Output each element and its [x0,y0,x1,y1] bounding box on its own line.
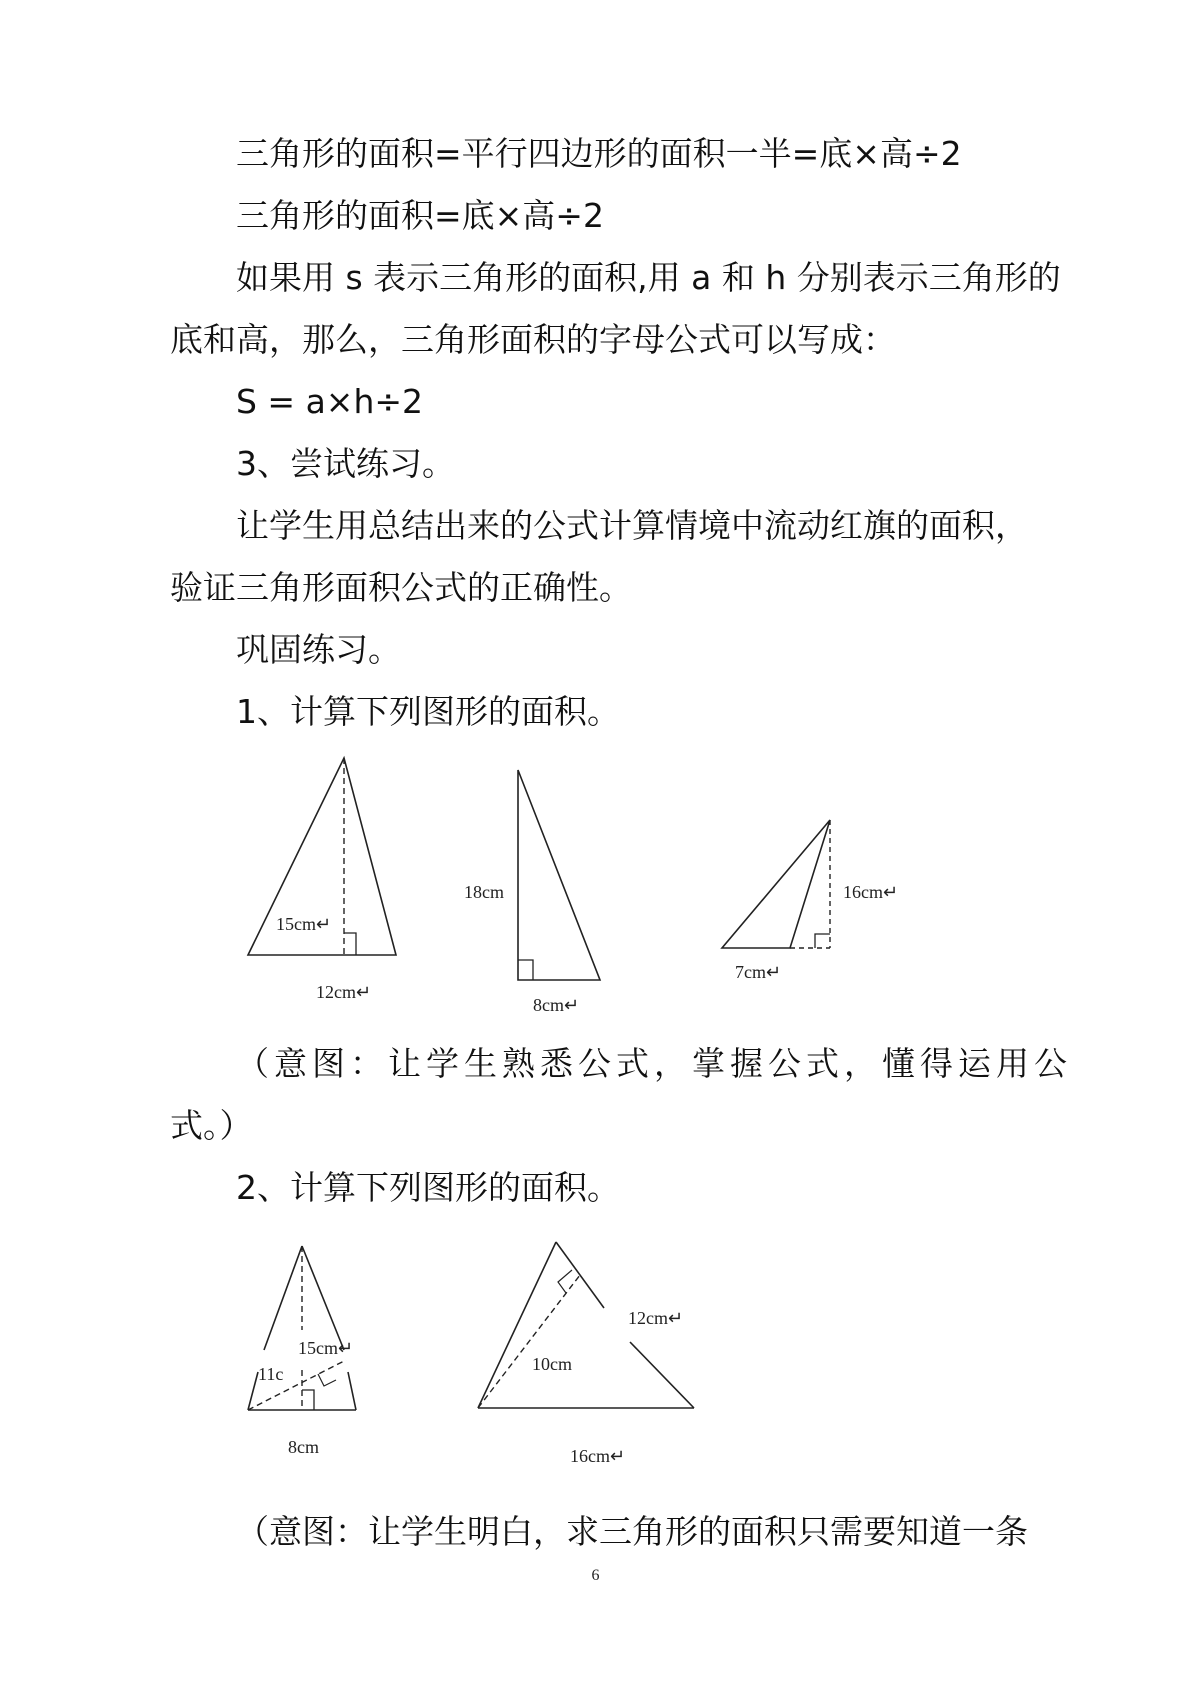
triangle-2 [464,770,600,1015]
paragraph-flag-area-cont: 验证三角形面积公式的正确性。 [170,568,632,607]
paragraph-letter-intro-cont: 底和高，那么，三角形面积的字母公式可以写成： [170,320,896,359]
triangle-3 [722,820,898,982]
paragraph-intent-2: （意图：让学生明白，求三角形的面积只需要知道一条 [236,1512,1028,1551]
tri1-base-label: 12cm↵ [316,982,372,1002]
tri3-height-label: 16cm↵ [843,882,899,902]
exercise-2-figures [0,1220,1191,1480]
exercise-1-title: 1、计算下列图形的面积。 [236,692,620,731]
paragraph-triangle-area-half: 三角形的面积=平行四边形的面积一半=底×高÷2 [236,134,962,173]
exercise-1-figures [0,740,1191,1020]
tri5-height-label: 10cm [532,1354,572,1374]
paragraph-try-practice: 3、尝试练习。 [236,444,455,483]
paragraph-intent-1: （意图：让学生熟悉公式，掌握公式，懂得运用公 [236,1044,1072,1083]
paragraph-consolidation: 巩固练习。 [236,630,401,669]
tri5-base-label: 16cm↵ [570,1446,626,1466]
tri1-height-label: 15cm↵ [276,914,332,934]
paragraph-flag-area: 让学生用总结出来的公式计算情境中流动红旗的面积， [236,506,1028,545]
page-number: 6 [591,1567,600,1584]
triangle-4 [248,1246,356,1457]
exercise-2-title: 2、计算下列图形的面积。 [236,1168,620,1207]
tri3-base-label: 7cm↵ [735,962,782,982]
tri4-height-label: 15cm↵ [298,1338,354,1358]
tri4-side-label: 11c [258,1364,284,1384]
paragraph-letter-intro: 如果用 s 表示三角形的面积,用 a 和 h 分别表示三角形的 [236,258,1061,297]
paragraph-letter-formula: S = a×h÷2 [236,382,424,421]
triangle-1 [248,758,396,1002]
paragraph-triangle-area-formula: 三角形的面积=底×高÷2 [236,196,604,235]
tri5-side-label: 12cm↵ [628,1308,684,1328]
tri2-base-label: 8cm↵ [533,995,580,1015]
tri2-height-label: 18cm [464,882,504,902]
paragraph-intent-1-cont: 式。） [170,1106,253,1145]
tri4-base-label: 8cm [288,1437,319,1457]
triangle-5 [478,1242,694,1466]
